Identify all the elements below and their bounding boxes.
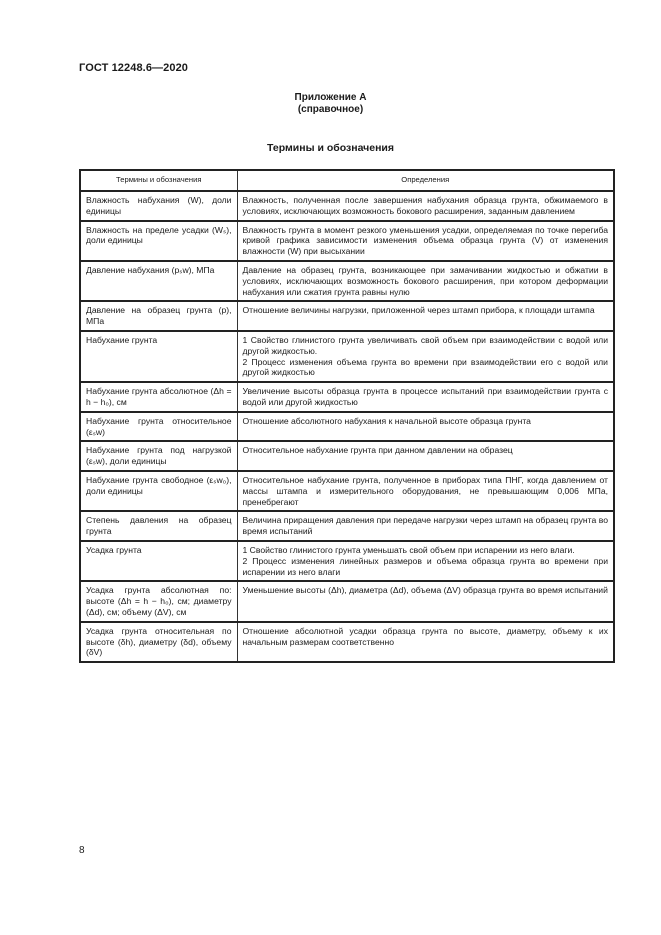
terms-table xyxy=(79,169,615,663)
table-row xyxy=(80,581,614,621)
definition-cell xyxy=(237,471,614,511)
definition-cell xyxy=(237,441,614,471)
definition-cell xyxy=(237,382,614,412)
term-cell: Давление на образец грунта (p), МПа xyxy=(80,301,237,331)
definition-paragraph: Давление на образец грунта, возникающее при замачивании жидкостью и обжатии в условиях, исключающих возможность бокового расширения, при котором деформации набухания или сжатия грунта равны нулю xyxy=(242,264,608,297)
table-row xyxy=(80,331,614,382)
section-title: Термины и обозначения xyxy=(267,142,394,154)
definition-paragraph: 2 Процесс изменения линейных размеров и объема образца грунта во времени при испарении из него влаги xyxy=(242,555,608,577)
table-row xyxy=(80,221,614,261)
definition-paragraph: 1 Свойство глинистого грунта увеличивать свой объем при взаимодействии с водой или другой жидкостью. xyxy=(242,334,608,356)
term-cell: Давление набухания (pₛw), МПа xyxy=(80,261,237,301)
term-cell: Степень давления на образец грунта xyxy=(80,511,237,541)
term-cell: Набухание грунта абсолютное (Δh = h − h₀), см xyxy=(80,382,237,412)
definition-cell xyxy=(237,261,614,301)
page-number: 8 xyxy=(79,845,85,856)
table-row xyxy=(80,301,614,331)
definition-paragraph: Отношение величины нагрузки, приложенной через штамп прибора, к площади штампа xyxy=(242,305,595,316)
definition-cell xyxy=(237,301,614,331)
term-cell: Влажность набухания (W), доли единицы xyxy=(80,191,237,221)
definition-paragraph: Величина приращения давления при передаче нагрузки через штамп на образец грунта во время испытаний xyxy=(242,515,608,537)
definition-cell xyxy=(237,541,614,581)
definition-paragraph: Отношение абсолютного набухания к начальной высоте образца грунта xyxy=(242,415,531,426)
term-cell: Усадка грунта xyxy=(80,541,237,581)
term-cell: Набухание грунта свободное (εₛw₀), доли единицы xyxy=(80,471,237,511)
definition-cell xyxy=(237,511,614,541)
definition-cell xyxy=(237,622,614,662)
definition-paragraph: Уменьшение высоты (Δh), диаметра (Δd), объема (ΔV) образца грунта во время испытаний xyxy=(242,585,608,596)
table-row xyxy=(80,191,614,221)
table-row xyxy=(80,541,614,581)
term-cell: Набухание грунта под нагрузкой (εₛw), доли единицы xyxy=(80,441,237,471)
definition-paragraph: 2 Процесс изменения объема грунта во времени при взаимодействии его с водой или другой жидкостью xyxy=(242,356,608,378)
term-cell: Усадка грунта относительная по высоте (δh), диаметру (δd), объему (δV) xyxy=(80,622,237,662)
terms-table-body xyxy=(80,191,614,662)
table-row xyxy=(80,261,614,301)
definition-cell xyxy=(237,191,614,221)
table-row xyxy=(80,412,614,442)
definition-cell xyxy=(237,221,614,261)
term-cell: Набухание грунта xyxy=(80,331,237,382)
definition-cell xyxy=(237,331,614,382)
appendix-title: Приложение А xyxy=(294,92,367,103)
term-cell: Усадка грунта абсолютная по: высоте (Δh = h − h₀), см; диаметру (Δd), см; объему (ΔV), см xyxy=(80,581,237,621)
table-row xyxy=(80,471,614,511)
standard-header: ГОСТ 12248.6—2020 xyxy=(79,62,189,74)
table-header-row xyxy=(80,170,614,191)
table-row xyxy=(80,382,614,412)
appendix-subtitle: (справочное) xyxy=(297,104,364,115)
term-cell: Влажность на пределе усадки (Wₛ), доли единицы xyxy=(80,221,237,261)
definition-paragraph: Относительное набухание грунта при данном давлении на образец xyxy=(242,445,513,456)
definition-paragraph: Увеличение высоты образца грунта в процессе испытаний при взаимодействии грунта с водой или другой жидкостью xyxy=(242,386,608,407)
table-row xyxy=(80,622,614,662)
table-row xyxy=(80,511,614,541)
definition-paragraph: Влажность, полученная после завершения набухания образца грунта, обжимаемого в условиях, исключающих возможность бокового расширения, заданным давлением xyxy=(242,195,608,216)
term-cell: Набухание грунта относительное (εₛw) xyxy=(80,412,237,442)
table-row xyxy=(80,441,614,471)
definition-cell xyxy=(237,581,614,621)
definition-cell xyxy=(237,412,614,442)
column-header-definitions: Определения xyxy=(237,170,614,191)
column-header-terms: Термины и обозначения xyxy=(80,170,237,191)
definition-paragraph: 1 Свойство глинистого грунта уменьшать свой объем при испарении из него влаги. xyxy=(242,544,575,555)
definition-paragraph: Отношение абсолютной усадки образца грунта по высоте, диаметру, объему к их начальным размерам соответственно xyxy=(242,625,608,647)
definition-paragraph: Влажность грунта в момент резкого уменьшения усадки, определяемая по точке перегиба кривой графика зависимости изменения объема образца грунта (V) от изменения влажности (W) при высыхании xyxy=(242,224,608,257)
definition-paragraph: Относительное набухание грунта, полученное в приборах типа ПНГ, когда давлением от массы штампа и измерительного оборудования, не превышающим 0,006 МПа, пренебрегают xyxy=(242,474,608,507)
